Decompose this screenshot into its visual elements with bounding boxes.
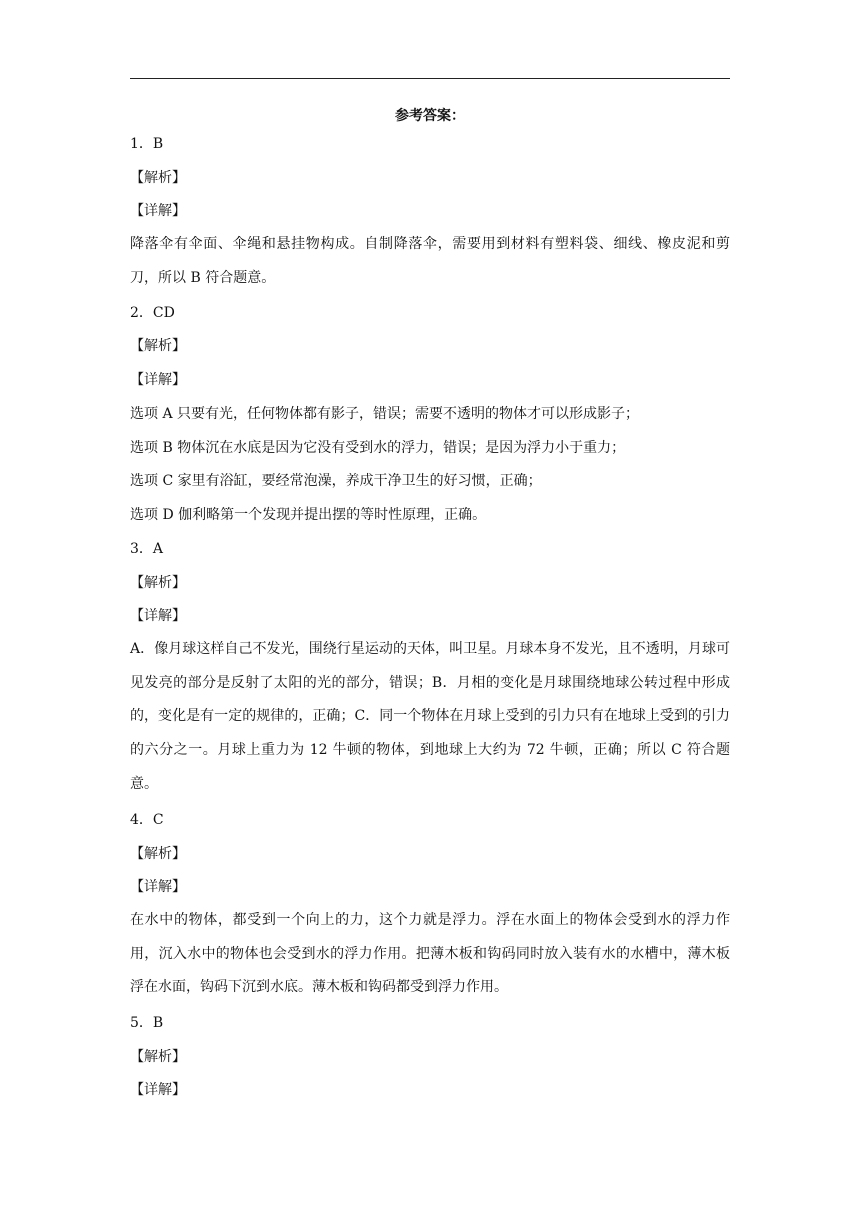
q4-answer: 4．C [130, 812, 164, 828]
q2-answer: 2．CD [130, 305, 175, 321]
q4-detail-label: 【详解】 [130, 879, 186, 895]
q1-answer: 1．B [130, 136, 164, 152]
header-rule [130, 78, 730, 79]
q1-analysis-label: 【解析】 [130, 170, 186, 186]
q5-detail-label: 【详解】 [130, 1082, 186, 1098]
q1-detail-label: 【详解】 [130, 203, 186, 219]
q3-answer: 3．A [130, 541, 164, 557]
page-title: 参考答案： [395, 108, 465, 124]
q5-analysis-label: 【解析】 [130, 1049, 186, 1065]
q4-detail-text: 在水中的物体，都受到一个向上的力，这个力就是浮力。浮在水面上的物体会受到水的浮力作用，沉入水中的物体也会受到水的浮力作用。把薄木板和钩码同时放入装有水的水槽中，薄木板浮在水面，钩码下沉到水底。薄木板和钩码都受到浮力作用。 [130, 912, 730, 996]
q2-detail-label: 【详解】 [130, 372, 186, 388]
q1-detail-text: 降落伞有伞面、伞绳和悬挂物构成。自制降落伞，需要用到材料有塑料袋、细线、橡皮泥和剪刀，所以 B 符合题意。 [130, 236, 730, 286]
q2-option-c: 选项 C 家里有浴缸，要经常泡澡，养成干净卫生的好习惯，正确； [130, 473, 542, 489]
q2-option-a: 选项 A 只要有光，任何物体都有影子，错误；需要不透明的物体才可以形成影子； [130, 406, 640, 422]
q3-detail-text: A．像月球这样自己不发光，围绕行星运动的天体，叫卫星。月球本身不发光，且不透明，月球可见发亮的部分是反射了太阳的光的部分，错误；B．月相的变化是月球围绕地球公转过程中形成的，变化是有一定的规律的，正确；C．同一个物体在月球上受到的引力只有在地球上受到的引力的六分之一。月球上重力为 12 牛顿的物体，到地球上大约为 72 牛顿，正确；所以 C 符合题意。 [130, 641, 730, 792]
q2-option-b: 选项 B 物体沉在水底是因为它没有受到水的浮力，错误；是因为浮力小于重力； [130, 440, 626, 456]
q3-analysis-label: 【解析】 [130, 575, 186, 591]
q2-analysis-label: 【解析】 [130, 338, 186, 354]
q3-detail-label: 【详解】 [130, 608, 186, 624]
q4-analysis-label: 【解析】 [130, 846, 186, 862]
q5-answer: 5．B [130, 1015, 164, 1031]
q2-option-d: 选项 D 伽利略第一个发现并提出摆的等时性原理，正确。 [130, 507, 487, 523]
